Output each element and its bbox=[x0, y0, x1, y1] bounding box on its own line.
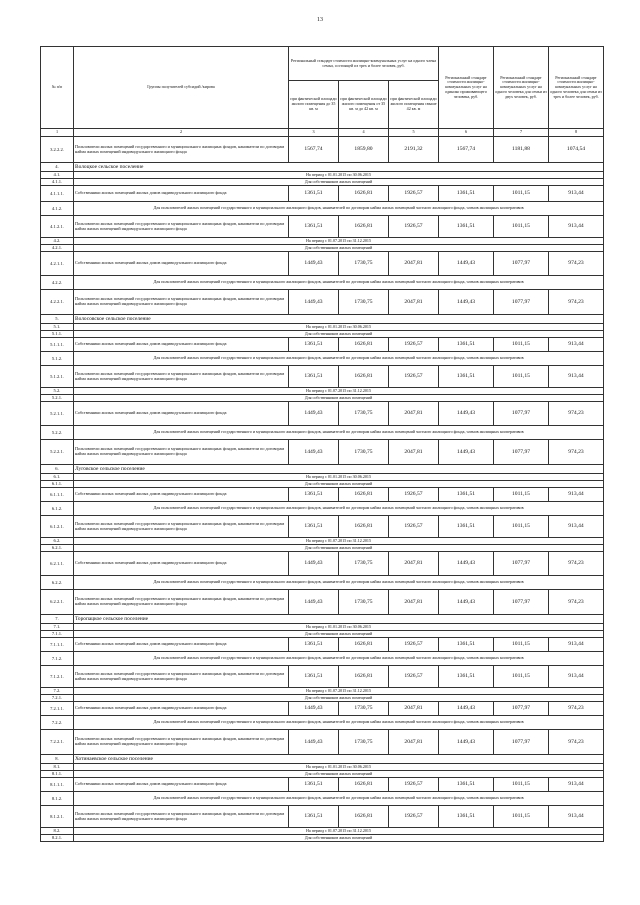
period-label: Для собственников жилых помещений bbox=[74, 545, 604, 552]
row-number: 5.2.2. bbox=[41, 426, 74, 440]
period-row bbox=[41, 388, 604, 395]
period-label: На период с 01.01.2015 по 30.06.2015 bbox=[74, 474, 604, 481]
row-value: 1011,15 bbox=[494, 638, 549, 652]
row-label: Собственники жилых помещений жилых домов индивидуального жилищного фонда bbox=[74, 338, 289, 352]
row-value: 1181,88 bbox=[494, 137, 549, 163]
row-value: 1011,15 bbox=[494, 216, 549, 238]
row-value: 1011,15 bbox=[494, 666, 549, 688]
period-row bbox=[41, 688, 604, 695]
period-label: На период с 01.07.2015 по 31.12.2015 bbox=[74, 538, 604, 545]
row-value: 1361,51 bbox=[289, 338, 339, 352]
row-value: 2047,81 bbox=[389, 440, 439, 465]
period-label: На период с 01.01.2015 по 30.06.2015 bbox=[74, 764, 604, 771]
row-number: 5.1.1.1. bbox=[41, 338, 74, 352]
period-label: Для пользователей жилых помещений государственного и муниципального жилищного фондов, нанимателей по договорам найма жилых помещений частного жилищного фонда, членов жилищных кооперативов bbox=[74, 276, 604, 290]
row-value: 1361,51 bbox=[289, 216, 339, 238]
period-label: На период с 01.07.2015 по 31.12.2015 bbox=[74, 238, 604, 245]
row-number: 7.2.1. bbox=[41, 695, 74, 702]
row-number: 4.1. bbox=[41, 172, 74, 179]
settlement-title: Торопацкое сельское поселение bbox=[74, 615, 604, 624]
row-number: 4.1.2.1. bbox=[41, 216, 74, 238]
row-label: Пользователи жилых помещений государственного и муниципального жилищных фондов, наниматели по договорам найма жилых помещений индивидуального жилищного фонда bbox=[74, 366, 289, 388]
row-value: 1626,81 bbox=[339, 516, 389, 538]
row-value: 913,44 bbox=[549, 778, 604, 792]
row-value: 1449,43 bbox=[439, 590, 494, 615]
period-row bbox=[41, 652, 604, 666]
row-value: 1361,51 bbox=[439, 338, 494, 352]
row-label: Собственники жилых помещений жилых домов индивидуального жилищного фонда bbox=[74, 252, 289, 276]
period-label: На период с 01.01.2015 по 30.06.2015 bbox=[74, 324, 604, 331]
period-label: Для пользователей жилых помещений государственного и муниципального жилищного фондов, нанимателей по договорам найма жилых помещений частного жилищного фонда, членов жилищных кооперативов bbox=[74, 202, 604, 216]
table-row bbox=[41, 186, 604, 202]
row-value: 1077,97 bbox=[494, 552, 549, 576]
row-number: 6.1.2. bbox=[41, 502, 74, 516]
row-number: 6.1.1. bbox=[41, 481, 74, 488]
row-value: 1926,57 bbox=[389, 338, 439, 352]
row-value: 1730,75 bbox=[339, 290, 389, 315]
column-number: 2 bbox=[74, 129, 289, 137]
period-label: Для собственников жилых помещений bbox=[74, 245, 604, 252]
table-row bbox=[41, 402, 604, 426]
row-number: 8. bbox=[41, 755, 74, 764]
row-number: 7.2. bbox=[41, 688, 74, 695]
table-row bbox=[41, 338, 604, 352]
row-value: 913,44 bbox=[549, 216, 604, 238]
row-value: 1011,15 bbox=[494, 366, 549, 388]
row-label: Пользователи жилых помещений государственного и муниципального жилищных фондов, наниматели по договорам найма жилых помещений индивидуального жилищного фонда bbox=[74, 806, 289, 828]
row-label: Пользователи жилых помещений государственного и муниципального жилищных фондов, наниматели по договорам найма жилых помещений индивидуального жилищного фонда bbox=[74, 516, 289, 538]
row-number: 5.1. bbox=[41, 324, 74, 331]
row-value: 913,44 bbox=[549, 186, 604, 202]
section-row bbox=[41, 755, 604, 764]
period-row bbox=[41, 538, 604, 545]
period-row bbox=[41, 771, 604, 778]
column-numbers-row bbox=[41, 129, 604, 137]
period-row bbox=[41, 474, 604, 481]
row-number: 7.1. bbox=[41, 624, 74, 631]
row-value: 1361,51 bbox=[439, 488, 494, 502]
row-number: 6.2.2. bbox=[41, 576, 74, 590]
row-number: 8.1.2.1. bbox=[41, 806, 74, 828]
period-row bbox=[41, 352, 604, 366]
row-number: 4.1.2. bbox=[41, 202, 74, 216]
row-value: 2047,81 bbox=[389, 252, 439, 276]
row-value: 1567,74 bbox=[289, 137, 339, 163]
row-value: 974,23 bbox=[549, 402, 604, 426]
row-value: 1011,15 bbox=[494, 516, 549, 538]
row-value: 1449,43 bbox=[289, 590, 339, 615]
row-value: 1361,51 bbox=[289, 186, 339, 202]
row-value: 913,44 bbox=[549, 516, 604, 538]
section-row bbox=[41, 163, 604, 172]
row-value: 1449,43 bbox=[289, 552, 339, 576]
row-number: 7.2.2. bbox=[41, 716, 74, 730]
row-value: 913,44 bbox=[549, 366, 604, 388]
row-value: 1449,43 bbox=[289, 702, 339, 716]
period-label: Для собственников жилых помещений bbox=[74, 835, 604, 842]
row-number: 6.1.1.1. bbox=[41, 488, 74, 502]
row-value: 1626,81 bbox=[339, 216, 389, 238]
row-number: 4.2.2.1. bbox=[41, 290, 74, 315]
row-value: 1626,81 bbox=[339, 666, 389, 688]
row-value: 1449,43 bbox=[289, 290, 339, 315]
column-number: 7 bbox=[494, 129, 549, 137]
row-value: 1361,51 bbox=[439, 216, 494, 238]
row-value: 1449,43 bbox=[439, 730, 494, 755]
period-label: На период с 01.01.2015 по 30.06.2015 bbox=[74, 624, 604, 631]
row-number: 7. bbox=[41, 615, 74, 624]
row-number: 3.2.2.2. bbox=[41, 137, 74, 163]
table-row bbox=[41, 216, 604, 238]
period-label: Для пользователей жилых помещений государственного и муниципального жилищного фондов, нанимателей по договорам найма жилых помещений частного жилищного фонда, членов жилищных кооперативов bbox=[74, 792, 604, 806]
section-row bbox=[41, 465, 604, 474]
period-label: Для пользователей жилых помещений государственного и муниципального жилищного фондов, нанимателей по договорам найма жилых помещений частного жилищного фонда, членов жилищных кооперативов bbox=[74, 716, 604, 730]
table-row bbox=[41, 488, 604, 502]
period-label: Для собственников жилых помещений bbox=[74, 695, 604, 702]
row-value: 1361,51 bbox=[439, 516, 494, 538]
row-value: 1926,57 bbox=[389, 488, 439, 502]
row-label: Собственники жилых помещений жилых домов индивидуального жилищного фонда bbox=[74, 778, 289, 792]
settlement-title: Луговское сельское поселение bbox=[74, 465, 604, 474]
row-value: 913,44 bbox=[549, 488, 604, 502]
row-number: 5.2.1. bbox=[41, 395, 74, 402]
row-value: 1011,15 bbox=[494, 338, 549, 352]
row-label: Собственники жилых помещений жилых домов индивидуального жилищного фонда bbox=[74, 552, 289, 576]
period-label: Для пользователей жилых помещений государственного и муниципального жилищного фондов, нанимателей по договорам найма жилых помещений частного жилищного фонда, членов жилищных кооперативов bbox=[74, 502, 604, 516]
row-number: 8.2.1. bbox=[41, 835, 74, 842]
row-number: 6.2.1.1. bbox=[41, 552, 74, 576]
period-label: Для пользователей жилых помещений государственного и муниципального жилищного фондов, нанимателей по договорам найма жилых помещений частного жилищного фонда, членов жилищных кооперативов bbox=[74, 352, 604, 366]
column-number: 4 bbox=[339, 129, 389, 137]
row-label: Собственники жилых помещений жилых домов индивидуального жилищного фонда bbox=[74, 402, 289, 426]
header-groups: Группы получателей субсидий /кирова bbox=[74, 47, 289, 129]
row-value: 1926,57 bbox=[389, 778, 439, 792]
row-value: 1626,81 bbox=[339, 806, 389, 828]
row-value: 2047,81 bbox=[389, 402, 439, 426]
table-row bbox=[41, 290, 604, 315]
table-body bbox=[41, 137, 604, 842]
row-value: 913,44 bbox=[549, 806, 604, 828]
table-row bbox=[41, 730, 604, 755]
row-value: 974,23 bbox=[549, 590, 604, 615]
row-value: 1926,57 bbox=[389, 186, 439, 202]
row-value: 1074,54 bbox=[549, 137, 604, 163]
settlement-title: Волоцкое сельское поселение bbox=[74, 163, 604, 172]
row-value: 1361,51 bbox=[439, 186, 494, 202]
row-value: 974,23 bbox=[549, 702, 604, 716]
row-value: 913,44 bbox=[549, 638, 604, 652]
period-row bbox=[41, 624, 604, 631]
row-number: 8.1.2. bbox=[41, 792, 74, 806]
row-value: 2047,81 bbox=[389, 730, 439, 755]
header-single-standard: Региональный стандарт стоимости жилищно-коммунальных услуг на одиноко проживающего человека, руб. bbox=[439, 47, 494, 129]
row-value: 913,44 bbox=[549, 666, 604, 688]
row-number: 4.2.1.1. bbox=[41, 252, 74, 276]
row-value: 1730,75 bbox=[339, 702, 389, 716]
row-value: 1926,57 bbox=[389, 638, 439, 652]
row-value: 1361,51 bbox=[289, 516, 339, 538]
row-value: 1449,43 bbox=[439, 440, 494, 465]
row-value: 1011,15 bbox=[494, 778, 549, 792]
row-value: 1361,51 bbox=[289, 366, 339, 388]
row-value: 1449,43 bbox=[439, 702, 494, 716]
row-value: 1626,81 bbox=[339, 186, 389, 202]
section-row bbox=[41, 615, 604, 624]
row-value: 1730,75 bbox=[339, 552, 389, 576]
period-label: Для пользователей жилых помещений государственного и муниципального жилищного фондов, нанимателей по договорам найма жилых помещений частного жилищного фонда, членов жилищных кооперативов bbox=[74, 576, 604, 590]
row-value: 1449,43 bbox=[289, 402, 339, 426]
row-number: 5. bbox=[41, 315, 74, 324]
row-number: 8.1. bbox=[41, 764, 74, 771]
period-row bbox=[41, 245, 604, 252]
period-label: Для собственников жилых помещений bbox=[74, 395, 604, 402]
row-value: 1859,80 bbox=[339, 137, 389, 163]
period-label: На период с 01.07.2015 по 31.12.2015 bbox=[74, 688, 604, 695]
row-value: 1361,51 bbox=[289, 666, 339, 688]
row-number: 6.2. bbox=[41, 538, 74, 545]
period-row bbox=[41, 179, 604, 186]
row-number: 4.1.1. bbox=[41, 179, 74, 186]
row-number: 4.1.1.1. bbox=[41, 186, 74, 202]
row-number: 4.2.1. bbox=[41, 245, 74, 252]
period-row bbox=[41, 695, 604, 702]
row-number: 7.1.1. bbox=[41, 631, 74, 638]
row-label: Собственники жилых помещений жилых домов индивидуального жилищного фонда bbox=[74, 638, 289, 652]
row-value: 1449,43 bbox=[439, 552, 494, 576]
row-value: 1926,57 bbox=[389, 216, 439, 238]
table-row bbox=[41, 440, 604, 465]
row-value: 1011,15 bbox=[494, 806, 549, 828]
column-number: 5 bbox=[389, 129, 439, 137]
row-value: 1730,75 bbox=[339, 440, 389, 465]
period-row bbox=[41, 502, 604, 516]
row-value: 1449,43 bbox=[289, 730, 339, 755]
period-row bbox=[41, 238, 604, 245]
table-row bbox=[41, 702, 604, 716]
row-value: 1626,81 bbox=[339, 488, 389, 502]
row-label: Собственники жилых помещений жилых домов индивидуального жилищного фонда bbox=[74, 702, 289, 716]
row-value: 2047,81 bbox=[389, 702, 439, 716]
row-number: 8.2. bbox=[41, 828, 74, 835]
row-value: 974,23 bbox=[549, 252, 604, 276]
row-value: 2047,81 bbox=[389, 290, 439, 315]
row-number: 5.1.2. bbox=[41, 352, 74, 366]
row-value: 1730,75 bbox=[339, 252, 389, 276]
row-value: 1077,97 bbox=[494, 290, 549, 315]
row-value: 1077,97 bbox=[494, 440, 549, 465]
period-row bbox=[41, 426, 604, 440]
row-value: 974,23 bbox=[549, 552, 604, 576]
row-number: 4.2.2. bbox=[41, 276, 74, 290]
row-number: 5.1.2.1. bbox=[41, 366, 74, 388]
period-row bbox=[41, 331, 604, 338]
row-number: 6.2.1. bbox=[41, 545, 74, 552]
period-row bbox=[41, 202, 604, 216]
period-label: Для собственников жилых помещений bbox=[74, 631, 604, 638]
row-value: 1361,51 bbox=[439, 806, 494, 828]
row-label: Пользователи жилых помещений государственного и муниципального жилищных фондов, наниматели по договорам найма жилых помещений индивидуального жилищного фонда bbox=[74, 666, 289, 688]
period-row bbox=[41, 545, 604, 552]
row-value: 1077,97 bbox=[494, 402, 549, 426]
period-label: На период с 01.07.2015 по 31.12.2015 bbox=[74, 828, 604, 835]
row-value: 1567,74 bbox=[439, 137, 494, 163]
row-value: 974,23 bbox=[549, 290, 604, 315]
period-row bbox=[41, 792, 604, 806]
settlement-title: Волосовское сельское поселение bbox=[74, 315, 604, 324]
period-row bbox=[41, 395, 604, 402]
period-row bbox=[41, 828, 604, 835]
column-number: 1 bbox=[41, 129, 74, 137]
row-value: 1926,57 bbox=[389, 366, 439, 388]
header-three-person-standard: Региональный стандарт стоимости жилищно-коммунальных услуг на одного человека для семьи из трех и более человек, руб. bbox=[549, 47, 604, 129]
column-number: 3 bbox=[289, 129, 339, 137]
row-value: 1449,43 bbox=[439, 290, 494, 315]
row-value: 1361,51 bbox=[439, 666, 494, 688]
row-label: Пользователи жилых помещений государственного и муниципального жилищных фондов, наниматели по договорам найма жилых помещений индивидуального жилищного фонда bbox=[74, 440, 289, 465]
period-row bbox=[41, 835, 604, 842]
period-row bbox=[41, 172, 604, 179]
period-label: Для пользователей жилых помещений государственного и муниципального жилищного фондов, нанимателей по договорам найма жилых помещений частного жилищного фонда, членов жилищных кооперативов bbox=[74, 426, 604, 440]
table-row bbox=[41, 638, 604, 652]
row-value: 1361,51 bbox=[289, 638, 339, 652]
row-number: 8.1.1.1. bbox=[41, 778, 74, 792]
header-two-person-standard: Региональный стандарт стоимости жилищно-коммунальных услуг на одного человека для семьи из двух человек, руб. bbox=[494, 47, 549, 129]
table-row bbox=[41, 366, 604, 388]
period-row bbox=[41, 324, 604, 331]
row-value: 1449,43 bbox=[289, 440, 339, 465]
table-row bbox=[41, 778, 604, 792]
row-number: 7.1.2. bbox=[41, 652, 74, 666]
row-value: 1077,97 bbox=[494, 702, 549, 716]
period-label: На период с 01.01.2015 по 30.06.2015 bbox=[74, 172, 604, 179]
row-number: 4.2. bbox=[41, 238, 74, 245]
row-number: 6.1.2.1. bbox=[41, 516, 74, 538]
row-number: 5.2.1.1. bbox=[41, 402, 74, 426]
period-label: Для собственников жилых помещений bbox=[74, 179, 604, 186]
row-value: 1449,43 bbox=[289, 252, 339, 276]
row-value: 1011,15 bbox=[494, 186, 549, 202]
header-num: № п/п bbox=[41, 47, 74, 129]
row-number: 5.2. bbox=[41, 388, 74, 395]
row-value: 1626,81 bbox=[339, 638, 389, 652]
row-value: 2191,32 bbox=[389, 137, 439, 163]
row-value: 1626,81 bbox=[339, 778, 389, 792]
row-number: 8.1.1. bbox=[41, 771, 74, 778]
row-label: Собственники жилых помещений жилых домов индивидуального жилищного фонда bbox=[74, 186, 289, 202]
row-value: 1449,43 bbox=[439, 402, 494, 426]
row-label: Пользователи жилых помещений государственного и муниципального жилищных фондов, наниматели по договорам найма жилых помещений индивидуального жилищного фонда bbox=[74, 590, 289, 615]
table-row bbox=[41, 516, 604, 538]
row-number: 6.2.2.1. bbox=[41, 590, 74, 615]
row-value: 1361,51 bbox=[439, 638, 494, 652]
period-row bbox=[41, 764, 604, 771]
row-number: 4. bbox=[41, 163, 74, 172]
header-area-over-42: при фактической площади жилого помещения свыше 42 кв. м bbox=[389, 81, 439, 129]
period-row bbox=[41, 576, 604, 590]
period-label: Для собственников жилых помещений bbox=[74, 331, 604, 338]
table-row bbox=[41, 806, 604, 828]
row-value: 1730,75 bbox=[339, 402, 389, 426]
table-row bbox=[41, 590, 604, 615]
column-number: 8 bbox=[549, 129, 604, 137]
period-row bbox=[41, 481, 604, 488]
row-label: Пользователи жилых помещений государственного и муниципального жилищных фондов, наниматели по договорам найма жилых помещений индивидуального жилищного фонда bbox=[74, 216, 289, 238]
settlement-title: Хотинаевское сельское поселение bbox=[74, 755, 604, 764]
period-label: Для пользователей жилых помещений государственного и муниципального жилищного фондов, нанимателей по договорам найма жилых помещений частного жилищного фонда, членов жилищных кооперативов bbox=[74, 652, 604, 666]
row-value: 1077,97 bbox=[494, 590, 549, 615]
row-value: 1730,75 bbox=[339, 590, 389, 615]
row-value: 1361,51 bbox=[439, 366, 494, 388]
row-value: 1926,57 bbox=[389, 806, 439, 828]
period-label: Для собственников жилых помещений bbox=[74, 771, 604, 778]
table-row bbox=[41, 252, 604, 276]
row-value: 1926,57 bbox=[389, 666, 439, 688]
row-number: 6.1. bbox=[41, 474, 74, 481]
period-row bbox=[41, 276, 604, 290]
page-number: 13 bbox=[317, 17, 323, 23]
row-number: 5.1.1. bbox=[41, 331, 74, 338]
row-number: 7.1.1.1. bbox=[41, 638, 74, 652]
row-label: Пользователи жилых помещений государственного и муниципального жилищных фондов, наниматели по договорам найма жилых помещений индивидуального жилищного фонда bbox=[74, 730, 289, 755]
row-value: 974,23 bbox=[549, 730, 604, 755]
row-value: 1077,97 bbox=[494, 252, 549, 276]
period-label: На период с 01.07.2015 по 31.12.2015 bbox=[74, 388, 604, 395]
row-number: 5.2.2.1. bbox=[41, 440, 74, 465]
row-number: 7.2.2.1. bbox=[41, 730, 74, 755]
row-value: 1361,51 bbox=[289, 778, 339, 792]
row-number: 7.2.1.1. bbox=[41, 702, 74, 716]
row-value: 1626,81 bbox=[339, 366, 389, 388]
row-label: Собственники жилых помещений жилых домов индивидуального жилищного фонда bbox=[74, 488, 289, 502]
row-value: 1449,43 bbox=[439, 252, 494, 276]
row-value: 1626,81 bbox=[339, 338, 389, 352]
row-value: 913,44 bbox=[549, 338, 604, 352]
row-value: 1730,75 bbox=[339, 730, 389, 755]
period-row bbox=[41, 631, 604, 638]
row-value: 1361,51 bbox=[289, 488, 339, 502]
row-label: Пользователи жилых помещений государственного и муниципального жилищных фондов, наниматели по договорам найма жилых помещений индивидуального жилищного фонда bbox=[74, 290, 289, 315]
row-label: Пользователи жилых помещений государственного и муниципального жилищных фондов, наниматели по договорам найма жилых помещений индивидуального жилищного фонда bbox=[74, 137, 289, 163]
row-value: 974,23 bbox=[549, 440, 604, 465]
row-value: 1926,57 bbox=[389, 516, 439, 538]
standards-table bbox=[40, 46, 604, 842]
table-row bbox=[41, 552, 604, 576]
row-value: 1361,51 bbox=[439, 778, 494, 792]
header-family-standard: Региональный стандарт стоимости жилищно-коммунальных услуг на одного члена семьи, состоящей из трех и более человек, руб. bbox=[289, 47, 439, 81]
header-area-up-to-35: при фактической площади жилого помещения до 35 кв. м bbox=[289, 81, 339, 129]
header-area-35-to-42: при фактической площади жилого помещения от 35 кв. м до 42 кв. м bbox=[339, 81, 389, 129]
column-number: 6 bbox=[439, 129, 494, 137]
table-row bbox=[41, 666, 604, 688]
period-row bbox=[41, 716, 604, 730]
row-value: 2047,81 bbox=[389, 552, 439, 576]
section-row bbox=[41, 315, 604, 324]
row-number: 7.1.2.1. bbox=[41, 666, 74, 688]
row-value: 1077,97 bbox=[494, 730, 549, 755]
row-value: 1011,15 bbox=[494, 488, 549, 502]
period-label: Для собственников жилых помещений bbox=[74, 481, 604, 488]
row-value: 2047,81 bbox=[389, 590, 439, 615]
table-row bbox=[41, 137, 604, 163]
row-number: 6. bbox=[41, 465, 74, 474]
row-value: 1361,51 bbox=[289, 806, 339, 828]
